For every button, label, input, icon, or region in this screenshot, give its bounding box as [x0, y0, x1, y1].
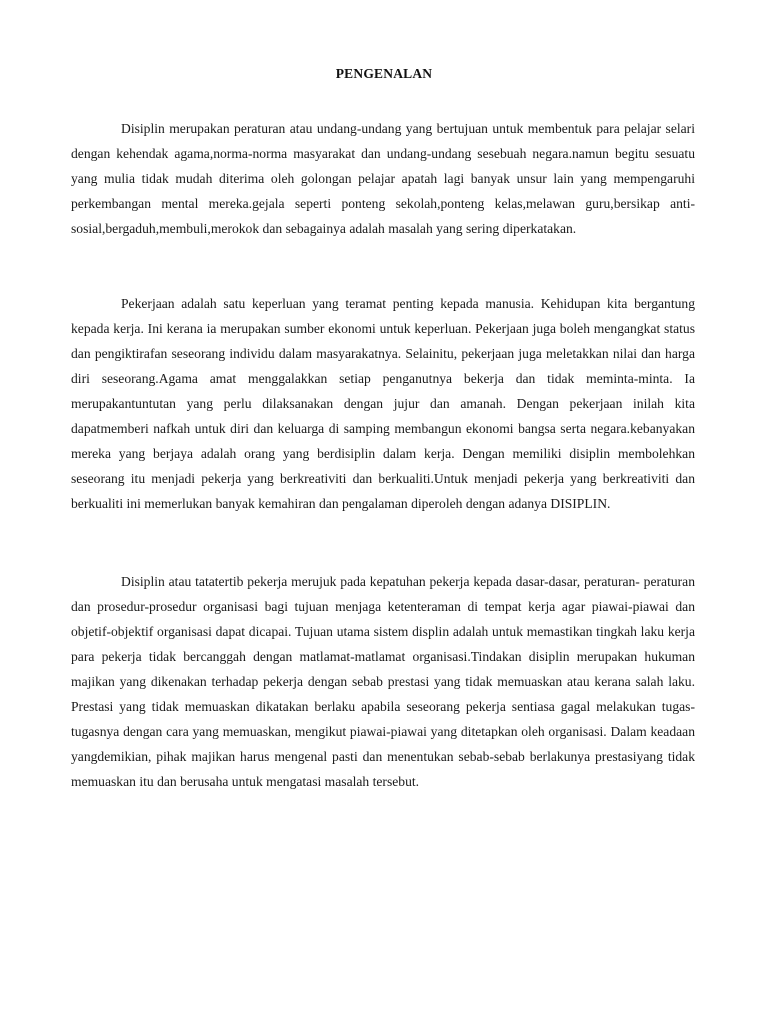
paragraph-worker-discipline: Disiplin atau tatatertib pekerja merujuk pada kepatuhan pekerja kepada dasar-dasar, peraturan- peraturan dan prosedur-prosedur organisasi bagi tujuan menjaga ketenteraman di tempat kerja agar piawai-piawai dan objetif-objektif organisasi dapat dicapai. Tujuan utama sistem displin adalah untuk memastikan tingkah laku kerja para pekerja tidak bercanggah dengan matlamat-matlamat organisasi.Tindakan disiplin merupakan hukuman majikan yang dikenakan terhadap pekerja dengan sebab prestasi yang tidak memuaskan atau kerana salah laku. Prestasi yang tidak memuaskan dikatakan berlaku apabila seseorang pekerja sentiasa gagal melakukan tugas-tugasnya dengan cara yang memuaskan, mengikut piawai-piawai yang ditetapkan oleh organisasi. Dalam keadaan yangdemikian, pihak majikan harus mengenal pasti dan menentukan sebab-sebab berlakunya prestasiyang tidak memuaskan itu dan berusaha untuk mengatasi masalah tersebut.: [71, 574, 695, 789]
paragraph-discipline-intro: Disiplin merupakan peraturan atau undang-undang yang bertujuan untuk membentuk para pelajar selari dengan kehendak agama,norma-norma masyarakat dan undang-undang sesebuah negara.namun begitu sesuatu yang mulia tidak mudah diterima oleh golongan pelajar apatah lagi banyak unsur lain yang mempengaruhi perkembangan mental mereka.gejala seperti ponteng sekolah,ponteng kelas,melawan guru,bersikap anti-sosial,bergaduh,membuli,merokok dan sebagainya adalah masalah yang sering diperkatakan.: [71, 121, 695, 236]
document-title: PENGENALAN: [335, 66, 433, 81]
paragraph-work-importance: Pekerjaan adalah satu keperluan yang teramat penting kepada manusia. Kehidupan kita bergantung kepada kerja. Ini kerana ia merupakan sumber ekonomi untuk keperluan. Pekerjaan juga boleh mengangkat status dan pengiktirafan seseorang individu dalam masyarakatnya. Selainitu, pekerjaan juga meletakkan nilai dan harga diri seseorang.Agama amat menggalakkan setiap penganutnya bekerja dan tidak meminta-minta. Ia merupakantuntutan yang perlu dilaksanakan dengan jujur dan amanah. Dengan pekerjaan inilah kita dapatmemberi nafkah untuk diri dan keluarga di samping membangun ekonomi bangsa serta negara.kebanyakan mereka yang berjaya adalah orang yang berdisiplin dalam kerja. Dengan memiliki disiplin membolehkan seseorang itu menjadi pekerja yang berkreativiti dan berkualiti.Untuk menjadi pekerja yang berkreativiti dan berkualiti ini memerlukan banyak kemahiran dan pengalaman diperoleh dengan adanya DISIPLIN.: [71, 296, 695, 511]
